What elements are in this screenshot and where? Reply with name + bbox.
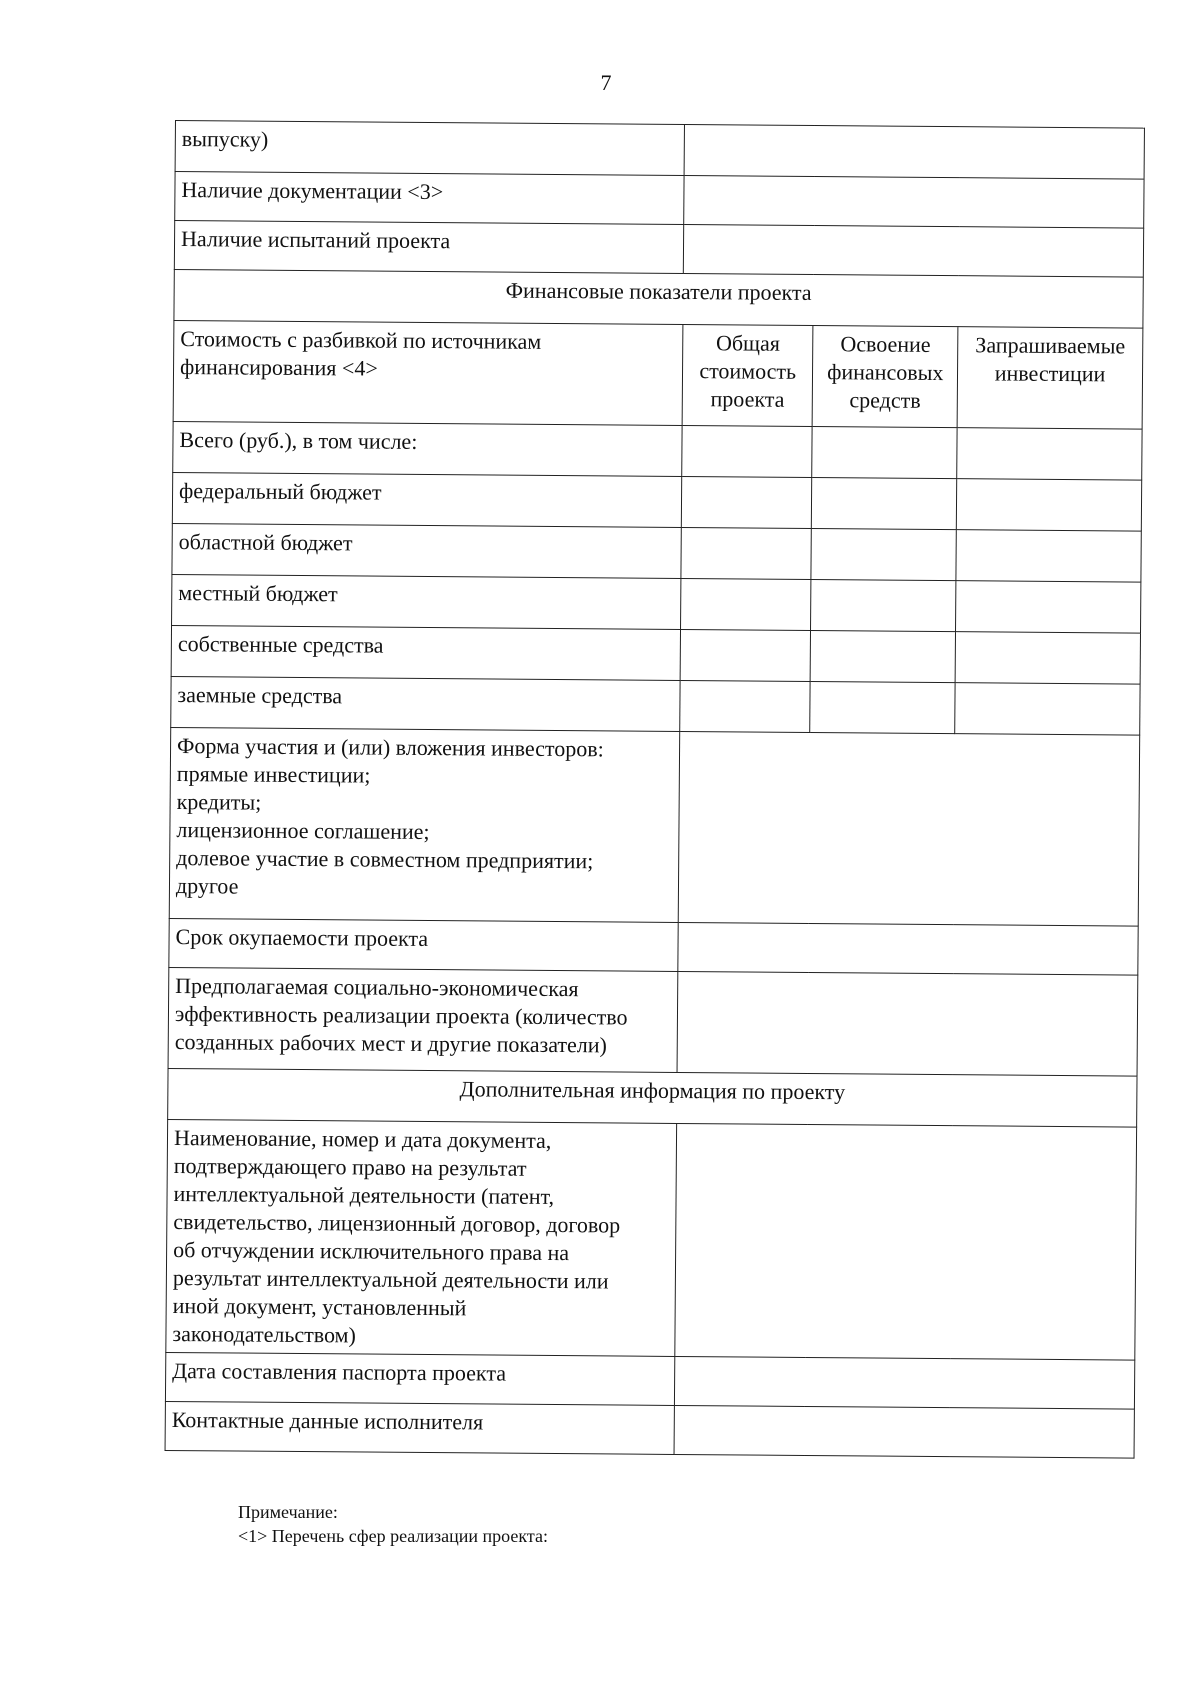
value-cell [955,683,1140,735]
project-passport-table [165,120,1145,1459]
value-cell [684,175,1144,228]
table-row [171,676,1140,735]
value-cell [956,479,1141,531]
text-line: созданных рабочих мест и другие показатели) [174,1029,608,1058]
column-header-row [173,320,1143,429]
value-cell [680,578,811,630]
table-row [172,472,1141,531]
text-line: законодательством) [172,1321,356,1348]
text-line: кредиты; [176,789,262,815]
note-item: <1> Перечень сфер реализации проекта: [238,1526,548,1546]
investment-forms-label [169,727,679,922]
text-line: подтверждающего право на результат [173,1153,527,1181]
table-row [165,1401,1134,1458]
text-line: об отчуждении исключительного права на [173,1237,570,1266]
text-line: другое [175,873,239,899]
row-label: областной бюджет [172,523,681,578]
social-efficiency-label [168,967,678,1072]
value-cell [681,476,812,528]
row-label: собственные средства [171,625,680,680]
section-header-row [168,1068,1137,1127]
note-title: Примечание: [238,1502,338,1522]
row-label: федеральный бюджет [172,472,681,527]
cost-breakdown-header: Стоимость с разбивкой по источникам финансирования <4> [173,320,683,425]
value-cell [674,1356,1134,1409]
value-cell [810,682,955,734]
value-cell [675,1123,1137,1360]
text-line: прямые инвестиции; [176,761,371,788]
text-line: результат интеллектуальной деятельности или [172,1265,609,1294]
value-cell [956,530,1141,582]
row-label: Дата составления паспорта проекта [165,1352,674,1405]
row-label: Всего (руб.), в том числе: [173,421,682,476]
ip-document-label [166,1119,677,1356]
text-line: Наименование, номер и дата документа, [173,1125,552,1153]
row-label: Контактные данные исполнителя [165,1401,674,1454]
table-row [171,625,1140,684]
table-row [166,1119,1137,1360]
table-row [175,121,1144,180]
value-cell [811,580,956,632]
value-cell [677,971,1138,1076]
column-header-funds-used: Освоение финансовых средств [813,326,958,428]
text-line: Форма участия и (или) вложения инвесторов: [176,733,604,762]
value-cell [680,680,811,732]
text-line: лицензионное соглашение; [176,817,430,845]
table-row [169,727,1139,926]
section-header-row [174,269,1143,328]
text-line: свидетельство, лицензионный договор, договор [173,1209,621,1238]
column-header-requested-investment: Запрашиваемые инвестиции [957,327,1143,429]
row-label: Наличие испытаний проекта [174,221,683,274]
table-row [165,1352,1134,1409]
row-label: заемные средства [171,676,680,731]
table-row [175,172,1144,229]
text-line: долевое участие в совместном предприятии; [176,845,594,874]
value-cell [684,125,1144,180]
text-line: иной документ, установленный [172,1293,467,1321]
value-cell [683,224,1143,277]
value-cell [957,428,1142,480]
value-cell [955,632,1140,684]
note-block [238,1500,548,1548]
value-cell [812,427,957,479]
text-line: эффективность реализации проекта (количество [174,1001,628,1030]
text-line: интеллектуальной деятельности (патент, [173,1181,555,1210]
row-label: выпуску) [175,121,684,176]
value-cell [678,731,1140,926]
row-label: местный бюджет [172,574,681,629]
table-row [172,574,1141,633]
financial-section-title: Финансовые показатели проекта [174,269,1143,328]
column-header-total-cost: Общая стоимость проекта [682,324,813,426]
table-row [174,221,1143,278]
value-cell [680,629,811,681]
table-row [173,421,1142,480]
row-label: Срок окупаемости проекта [169,918,678,971]
value-cell [674,1405,1134,1458]
page-number: 7 [600,70,612,95]
additional-section-title: Дополнительная информация по проекту [168,1068,1137,1127]
value-cell [812,478,957,530]
table-row [169,918,1138,975]
value-cell [811,529,956,581]
table-row [168,967,1138,1076]
value-cell [682,425,813,477]
text-line: Предполагаемая социально-экономическая [175,973,579,1002]
value-cell [678,922,1138,975]
value-cell [811,631,956,683]
value-cell [956,581,1141,633]
table-row [172,523,1141,582]
row-label: Наличие документации <3> [175,172,684,225]
value-cell [681,527,812,579]
